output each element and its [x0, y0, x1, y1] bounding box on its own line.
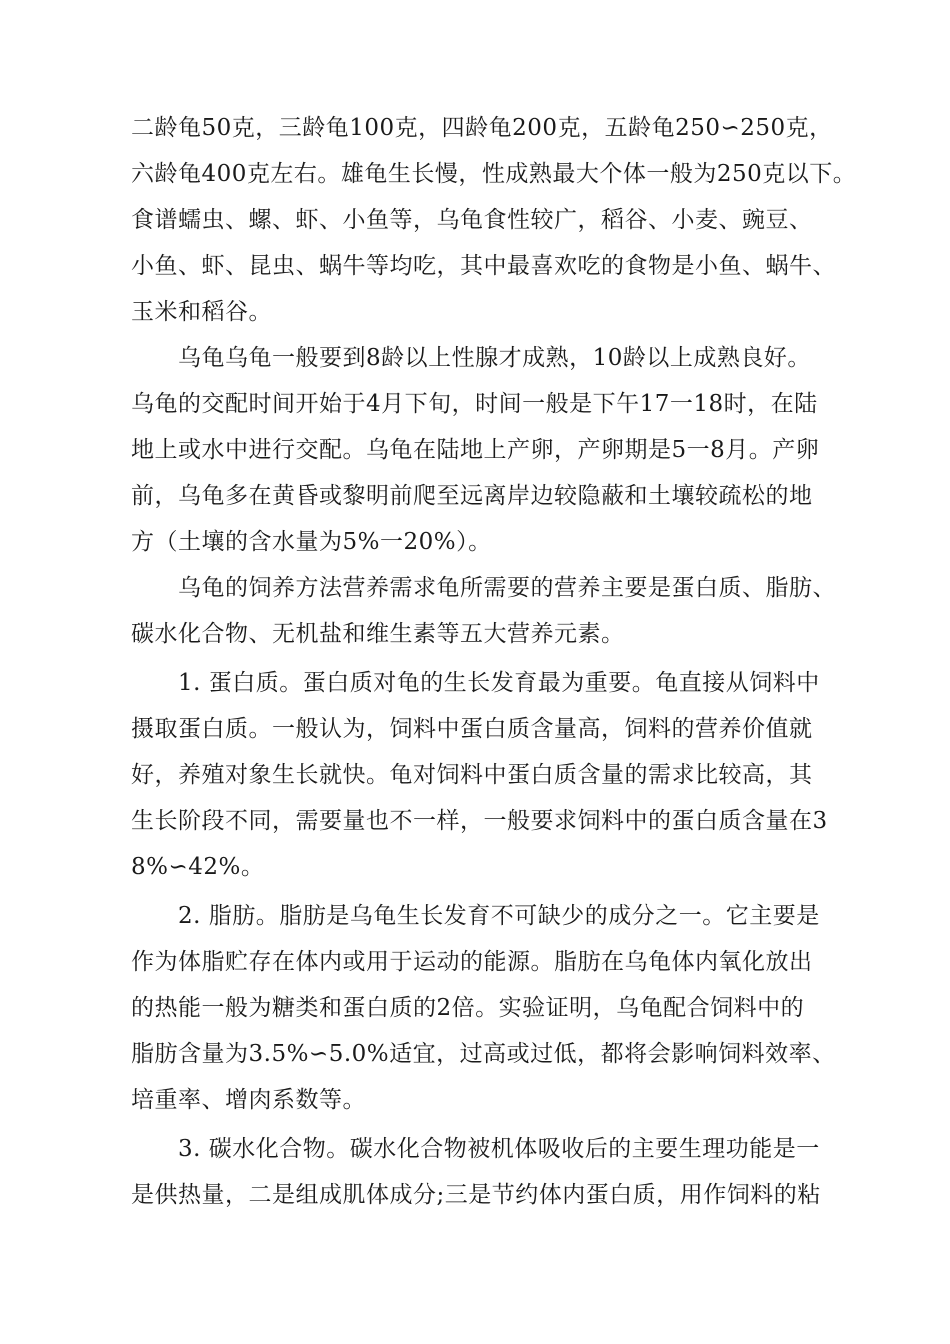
text-line: 前，乌龟多在黄昏或黎明前爬至远离岸边较隐蔽和土壤较疏松的地	[131, 483, 813, 509]
text-line: 小鱼、虾、昆虫、蜗牛等均吃，其中最喜欢吃的食物是小鱼、蜗牛、	[131, 253, 836, 279]
text-line: 六龄龟400克左右。雄龟生长慢，性成熟最大个体一般为250克以下。	[131, 161, 857, 187]
text-line: 二龄龟50克，三龄龟100克，四龄龟200克，五龄龟250∽250克，	[131, 115, 833, 141]
text-line: 8%∽42%。	[131, 854, 265, 880]
text-line: 乌龟的交配时间开始于4月下旬，时间一般是下午17一18时，在陆	[131, 391, 818, 417]
text-line: 乌龟乌龟一般要到8龄以上性腺才成熟，10龄以上成熟良好。	[178, 345, 811, 371]
text-line: 玉米和稻谷。	[131, 299, 272, 325]
text-line: 1. 蛋白质。蛋白质对龟的生长发育最为重要。龟直接从饲料中	[178, 670, 820, 696]
text-line: 脂肪含量为3.5%∽5.0%适宜，过高或过低，都将会影响饲料效率、	[131, 1041, 836, 1067]
text-line: 地上或水中进行交配。乌龟在陆地上产卵，产卵期是5一8月。产卵	[131, 437, 820, 463]
text-line: 好，养殖对象生长就快。龟对饲料中蛋白质含量的需求比较高，其	[131, 762, 813, 788]
text-line: 2. 脂肪。脂肪是乌龟生长发育不可缺少的成分之一。它主要是	[178, 903, 820, 929]
text-line: 作为体脂贮存在体内或用于运动的能源。脂肪在乌龟体内氧化放出	[131, 949, 813, 975]
text-line: 碳水化合物、无机盐和维生素等五大营养元素。	[131, 621, 625, 647]
text-line: 培重率、增肉系数等。	[131, 1087, 366, 1113]
text-line: 生长阶段不同，需要量也不一样，一般要求饲料中的蛋白质含量在3	[131, 808, 828, 834]
text-line: 乌龟的饲养方法营养需求龟所需要的营养主要是蛋白质、脂肪、	[178, 575, 836, 601]
text-line: 方（土壤的含水量为5%一20%）。	[131, 529, 492, 555]
text-line: 摄取蛋白质。一般认为，饲料中蛋白质含量高，饲料的营养价值就	[131, 716, 813, 742]
text-line: 3. 碳水化合物。碳水化合物被机体吸收后的主要生理功能是一	[178, 1136, 820, 1162]
text-line: 的热能一般为糖类和蛋白质的2倍。实验证明，乌龟配合饲料中的	[131, 995, 805, 1021]
text-line: 是供热量，二是组成肌体成分;三是节约体内蛋白质，用作饲料的粘	[131, 1182, 821, 1208]
text-line: 食谱蠕虫、螺、虾、小鱼等，乌龟食性较广，稻谷、小麦、豌豆、	[131, 207, 813, 233]
